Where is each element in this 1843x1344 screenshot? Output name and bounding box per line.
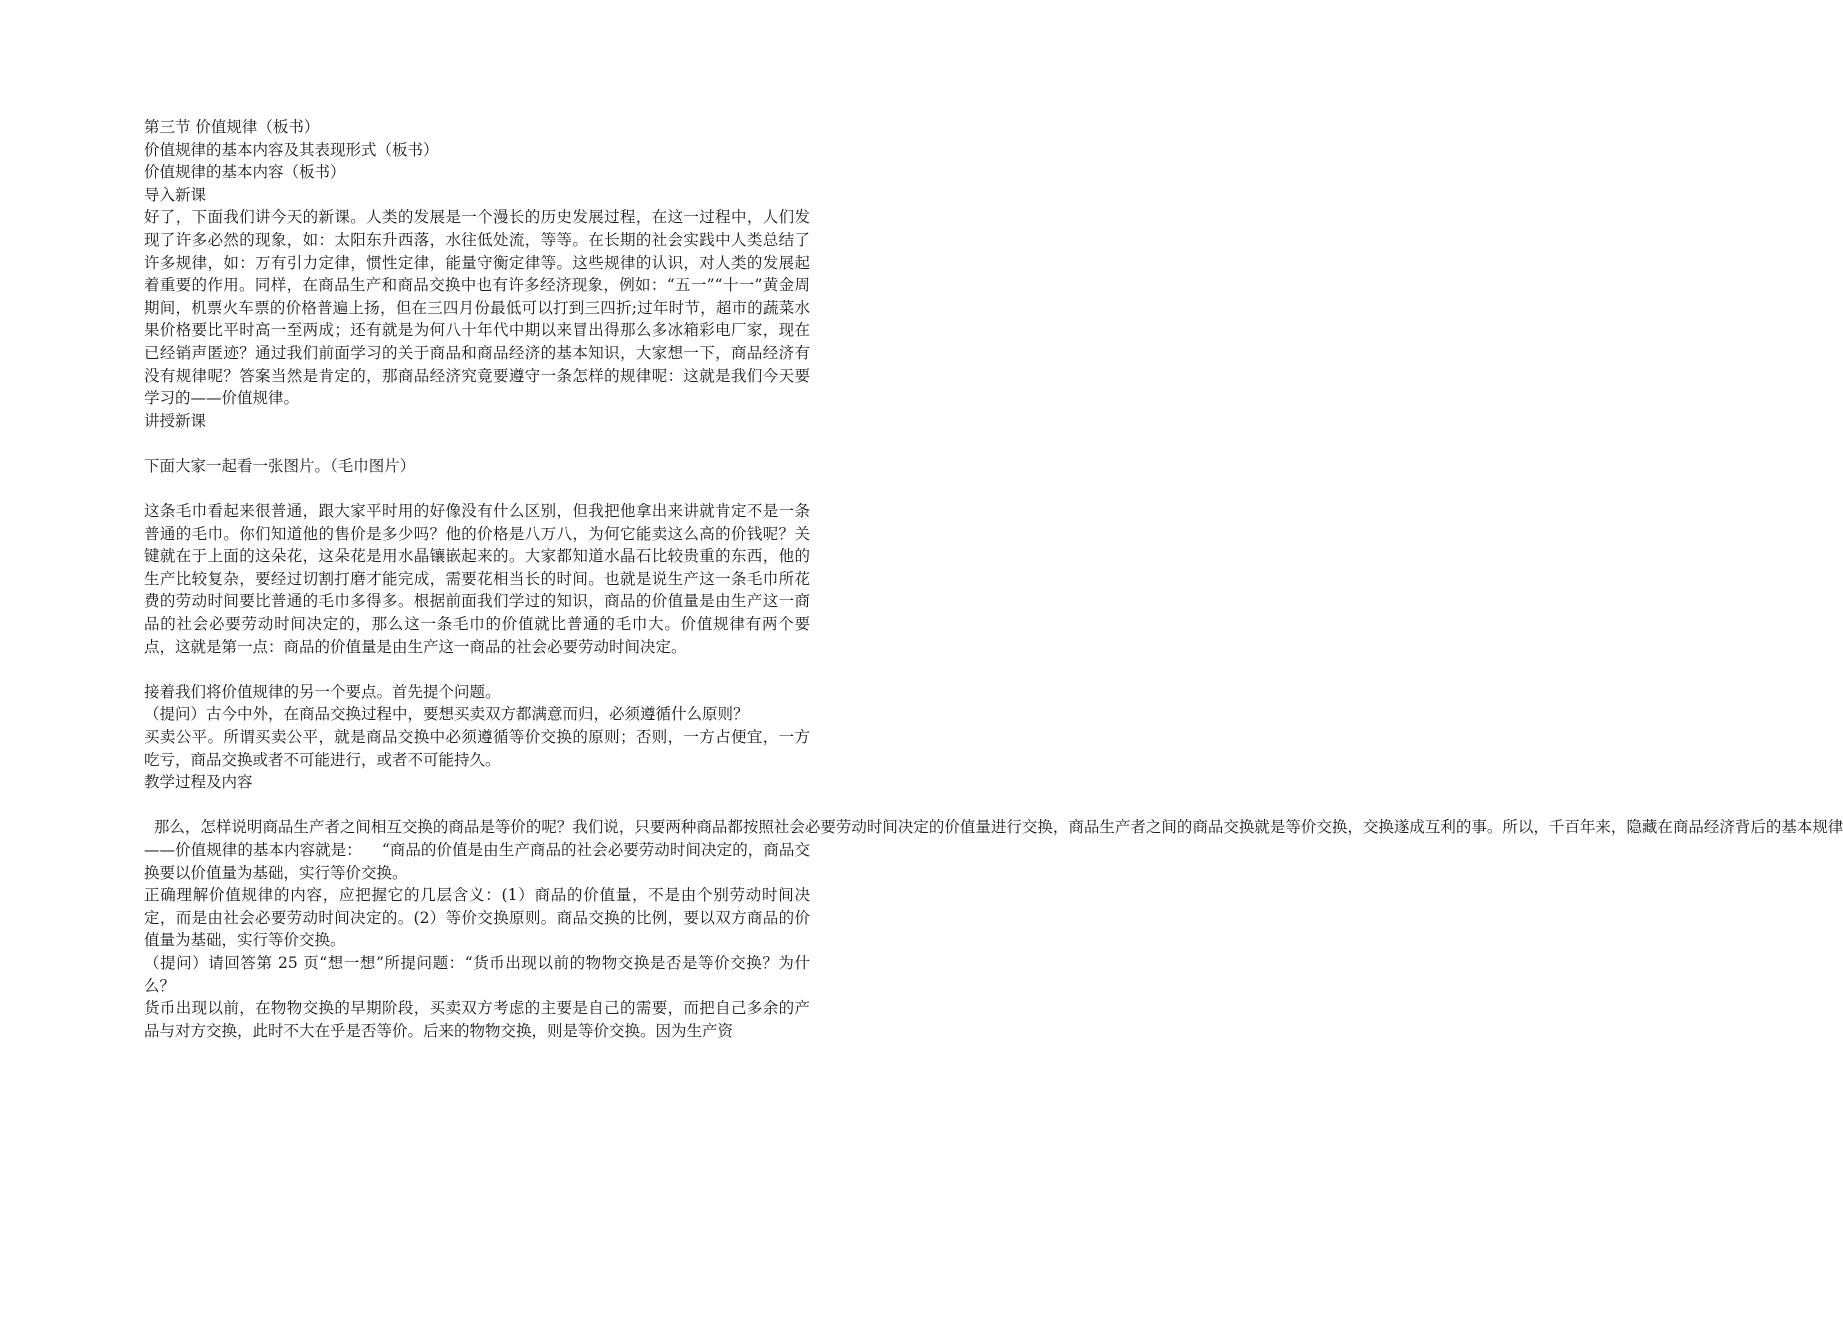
picture-paragraph: 下面大家一起看一张图片。（毛巾图片） <box>144 456 416 475</box>
equal-exchange-paragraph <box>144 816 1843 884</box>
understand-paragraph: 正确理解价值规律的内容，应把握它的几层含义：(1）商品的价值量，不是由个别劳动时间决定，而是由社会必要劳动时间决定的。(2）等价交换原则。商品交换的比例，要以双方商品的价值量为基础，实行等价交换。 <box>144 886 810 950</box>
topic-title: 价值规律的基本内容（板书） <box>144 163 346 182</box>
fair-trade-paragraph: 买卖公平。所谓买卖公平，就是商品交换中必须遵循等价交换的原则；否则，一方占便宜，一方吃亏，商品交换或者不可能进行，或者不可能持久。 <box>144 728 810 769</box>
barter-paragraph: 货币出现以前，在物物交换的早期阶段，买卖双方考虑的主要是自己的需要，而把自己多余的产品与对方交换，此时不大在乎是否等价。后来的物物交换，则是等价交换。因为生产资 <box>144 999 810 1040</box>
next-point-paragraph: 接着我们将价值规律的另一个要点。首先提个问题。 <box>144 682 501 701</box>
towel-paragraph: 这条毛巾看起来很普通，跟大家平时用的好像没有什么区别，但我把他拿出来讲就肯定不是一条普通的毛巾。你们知道他的售价是多少吗？他的价格是八万八，为何它能卖这么高的价钱呢？关键就在于上面的这朵花，这朵花是用水晶镶嵌起来的。大家都知道水晶石比较贵重的东西，他的生产比较复杂，要经过切割打磨才能完成，需要花相当长的时间。也就是说生产这一条毛巾所花费的劳动时间要比普通的毛巾多得多。根据前面我们学过的知识，商品的价值量是由生产这一商品的社会必要劳动时间决定的，那么这一条毛巾的价值就比普通的毛巾大。价值规律有两个要点，这就是第一点：商品的价值量是由生产这一商品的社会必要劳动时间决定。 <box>144 502 810 656</box>
equal-exchange-dash: —— <box>144 841 175 859</box>
blank-line <box>144 478 810 501</box>
process-heading: 教学过程及内容 <box>144 773 253 792</box>
equal-exchange-lead: 那么，怎样说明商品生产者之间相互交换的商品是等价的呢？我们说，只要两种商品都按照社会必要劳动时间决定的价值量进行交换，商品生产者之间的商品交换就是等价交换，交换遂成互利的事。所以，千百年来，隐藏在商品经济背后的基本规律 <box>144 818 1843 837</box>
equal-exchange-rest: 价值规律的基本内容就是： <box>175 841 362 859</box>
blank-line <box>144 658 810 681</box>
document-page <box>144 116 1843 1042</box>
intro-heading: 导入新课 <box>144 185 207 204</box>
subsection-title: 价值规律的基本内容及其表现形式（板书） <box>144 140 439 159</box>
section-title: 第三节 价值规律（板书） <box>144 118 320 136</box>
teach-heading: 讲授新课 <box>144 411 207 430</box>
equal-exchange-quote: “商品的价值是由生产商品的社会必要劳动时间决定的，商品交换要以价值量为基础，实行等价交换。 <box>144 841 810 882</box>
question-paragraph-2: （提问）请回答第 25 页“想一想”所提问题：“货币出现以前的物物交换是否是等价交换？为什么？ <box>144 953 810 995</box>
blank-line <box>144 432 810 455</box>
intro-paragraph: 好了，下面我们讲今天的新课。人类的发展是一个漫长的历史发展过程，在这一过程中，人们发现了许多必然的现象，如：太阳东升西落，水往低处流，等等。在长期的社会实践中人类总结了许多规律，如：万有引力定律，惯性定律，能量守衡定律等。这些规律的认识，对人类的发展起着重要的作用。同样，在商品生产和商品交换中也有许多经济现象，例如：“五一”“十一”黄金周期间，机票火车票的价格普遍上扬，但在三四月份最低可以打到三四折;过年时节，超市的蔬菜水果价格要比平时高一至两成；还有就是为何八十年代中期以来冒出得那么多冰箱彩电厂家，现在已经销声匿迹？通过我们前面学习的关于商品和商品经济的基本知识，大家想一下，商品经济有没有规律呢？答案当然是肯定的，那商品经济究竟要遵守一条怎样的规律呢：这就是我们今天要学习的——价值规律。 <box>144 208 810 408</box>
question-paragraph-1: （提问）古今中外，在商品交换过程中，要想买卖双方都满意而归，必须遵循什么原则？ <box>144 705 749 724</box>
blank-line <box>144 794 810 817</box>
